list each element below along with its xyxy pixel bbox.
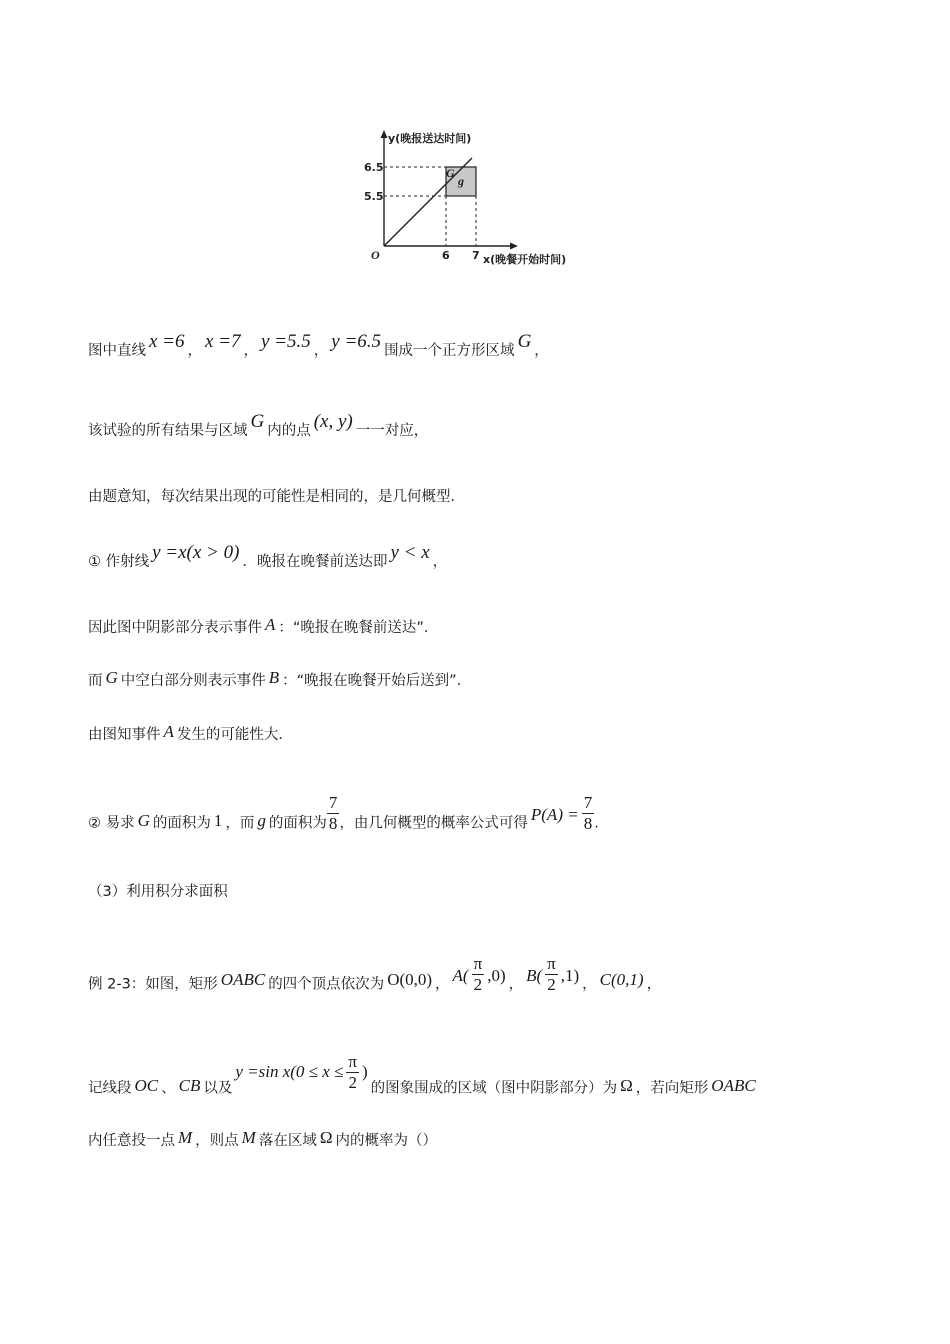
text-line-2 [88,411,429,441]
punct: ， [187,343,203,359]
fraction-denominator: 8 [583,814,593,833]
text-segment: 图中直线 [88,343,146,359]
math-y-lt-x: y < x [390,542,430,563]
math-Omega: Ω [620,1075,633,1095]
text-segment: 因此图中阴影部分表示事件 [88,620,262,636]
text-line-10 [88,954,662,1005]
text-line-1 [88,331,549,361]
text-segment: 一一对应， [355,423,429,439]
math-y-5.5: y =5.5 [261,331,311,352]
origin-label: O [371,248,380,262]
fraction-denominator: 8 [328,814,338,833]
text-segment: 记线段 [88,1080,132,1097]
fraction-pi-2 [346,1052,359,1093]
text-segment: 例 2-3：如图，矩形 [88,976,218,993]
y-axis-arrow [381,130,388,138]
text-segment: ：“晚报在晚餐开始后送到”． [282,673,472,689]
math-OABC: OABC [220,969,266,989]
math-g: g [257,810,266,830]
punct: ， [313,343,329,359]
math-O: O(0,0) [387,969,433,989]
text-segment: ，由几何概型的概率公式可得 [339,815,528,832]
text-segment: 内的点 [267,423,311,439]
fraction-numerator: π [348,1052,357,1071]
text-line-11 [88,1052,759,1109]
text-segment: 的四个顶点依次为 [268,976,385,993]
text-segment: 发生的可能性大． [176,727,293,743]
fraction-denominator: 2 [348,1073,357,1092]
figure-svg [360,126,590,271]
fraction-numerator: 7 [328,793,338,812]
punct: 、 [161,1080,176,1097]
text-line-5 [88,617,438,638]
region-G-label: G [446,166,455,180]
punct: . [594,815,599,832]
math-close-paren: ) [361,1061,368,1081]
punct: ， [646,976,662,993]
fraction-denominator: 2 [547,975,556,994]
y-axis-label: y(晚报送达时间) [388,132,472,145]
math-CB: CB [178,1075,201,1095]
y-tick-6.5: 6.5 [364,161,384,174]
text-segment: 由图知事件 [88,727,161,743]
punct: ， [508,976,524,993]
punct: ， [243,343,259,359]
math-A: A [163,722,174,741]
text-segment: （3）利用积分求面积 [88,884,228,900]
text-segment: 的图象围成的区域（图中阴影部分）为 [370,1080,618,1097]
fraction-pi-2 [545,954,558,995]
math-P-A: P(A) = [530,804,579,824]
math-G: G [137,810,150,830]
math-G: G [517,331,532,352]
text-segment: 内任意投一点 [88,1133,175,1149]
ray-y-equals-x [384,158,472,246]
text-segment: 内的概率为（） [335,1133,437,1149]
fraction-7-8 [582,793,595,834]
math-sin-function: y =sin x(0 ≤ x ≤ [235,1061,344,1081]
math-point-xy: (x, y) [313,411,353,432]
text-segment: ．晚报在晚餐前送达即 [242,554,388,570]
fraction-pi-2 [472,954,485,995]
text-line-8 [88,793,599,844]
text-segment: 落在区域 [258,1133,317,1149]
fraction-numerator: π [547,954,556,973]
text-line-7 [88,724,293,745]
text-segment: ，若向矩形 [635,1080,709,1097]
punct: ， [534,343,549,359]
text-segment: 中空白部分则表示事件 [120,673,266,689]
math-C: C(0,1) [599,969,644,989]
math-ray: y =x(x > 0) [152,542,240,563]
section-heading [88,881,228,902]
text-line-6 [88,670,471,691]
math-OABC: OABC [711,1075,756,1095]
text-segment: 的面积为 [152,815,211,832]
math-y-6.5: y =6.5 [331,331,382,352]
text-line-12 [88,1130,437,1151]
text-segment: ：“晚报在晚餐前送达”． [278,620,439,636]
text-segment: ① 作射线 [88,554,150,570]
y-tick-5.5: 5.5 [364,190,384,203]
text-segment: ，而 [225,815,255,832]
geometric-probability-figure [360,126,590,271]
text-segment: 围成一个正方形区域 [384,343,515,359]
math-1: 1 [213,810,223,830]
region-g-label: g [458,174,464,188]
math-OC: OC [134,1075,159,1095]
punct: ， [435,976,450,993]
text-line-3 [88,486,465,507]
x-axis-label: x(晚餐开始时间) [483,253,567,266]
math-B: B [268,668,280,687]
text-segment: ② 易求 [88,815,135,832]
math-Omega: Ω [319,1128,333,1147]
math-A-open: A( [452,965,469,985]
text-segment: 而 [88,673,103,689]
math-B-open: B( [526,965,543,985]
fraction-numerator: 7 [583,793,593,812]
punct: ， [432,554,448,570]
x-axis-arrow [510,243,518,250]
x-tick-7: 7 [472,249,480,262]
text-segment: 该试验的所有结果与区域 [88,423,248,439]
text-segment: 由题意知，每次结果出现的可能性是相同的，是几何概型． [88,489,465,505]
math-x-6: x =6 [149,331,185,352]
punct: ， [582,976,597,993]
math-A-close: ,0) [487,965,506,985]
text-segment: 的面积为 [268,815,327,832]
math-M: M [241,1128,256,1147]
math-G: G [250,411,265,432]
fraction-numerator: π [473,954,483,973]
math-B-close: ,1) [560,965,580,985]
text-segment: 以及 [203,1080,233,1097]
math-x-7: x =7 [205,331,241,352]
math-A: A [265,615,276,634]
math-G: G [105,668,118,687]
text-line-4 [88,542,448,572]
x-tick-6: 6 [442,249,450,262]
text-segment: ，则点 [195,1133,239,1149]
math-M: M [178,1128,193,1147]
fraction-7-8 [327,793,340,834]
fraction-denominator: 2 [473,975,483,994]
